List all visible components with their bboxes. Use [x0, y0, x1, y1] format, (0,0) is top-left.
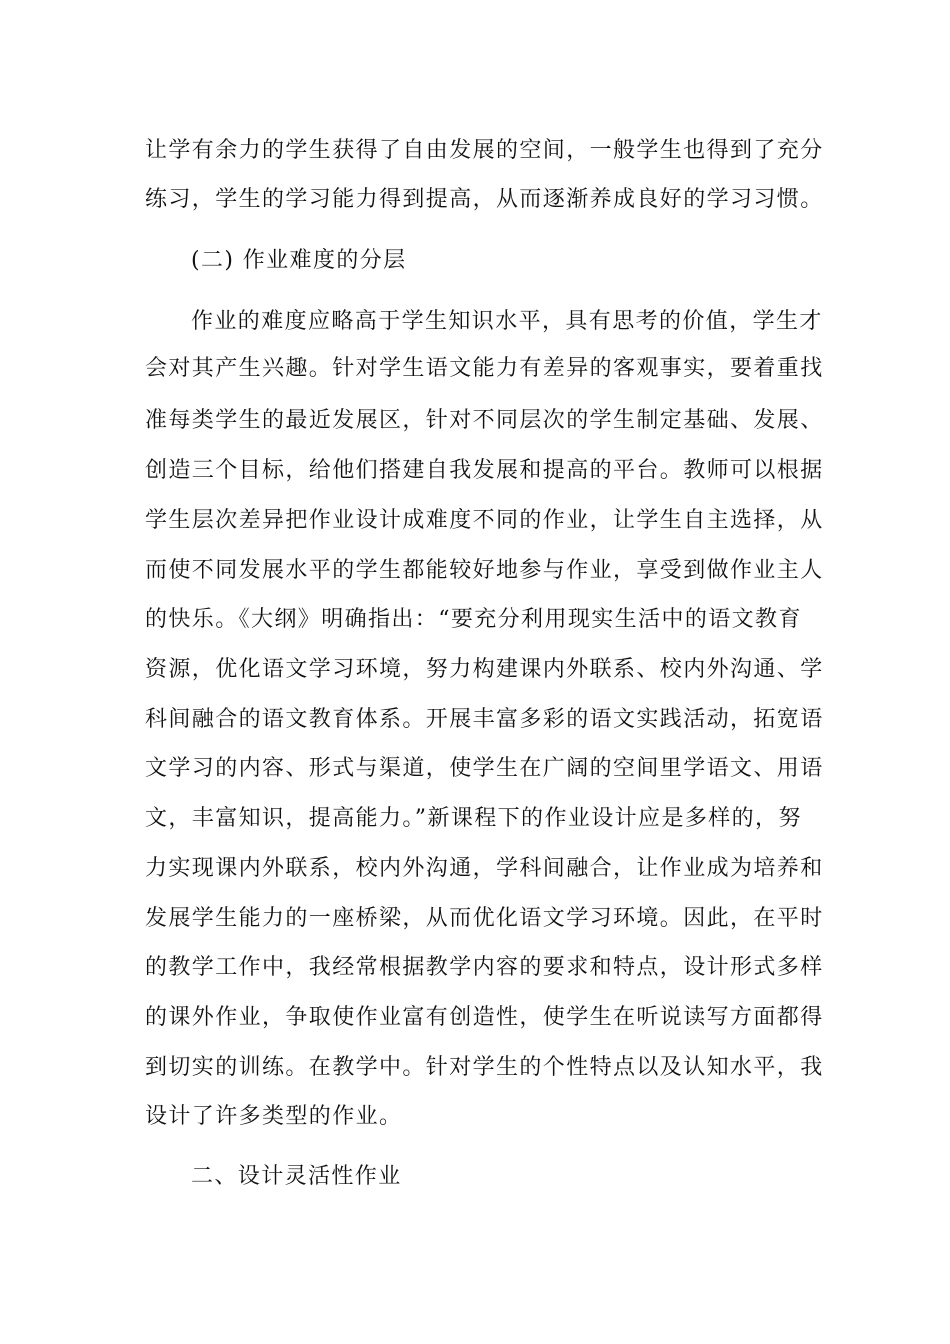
body-text-line: 科间融合的语文教育体系。开展丰富多彩的语文实践活动，拓宽语: [145, 707, 824, 732]
body-text-line: 的课外作业，争取使作业富有创造性，使学生在听说读写方面都得: [145, 1005, 824, 1030]
body-text-line: 创造三个目标，给他们搭建自我发展和提高的平台。教师可以根据: [145, 458, 824, 483]
body-text-line: 的快乐。《大纲》明确指出：“要充分利用现实生活中的语文教育: [145, 607, 802, 632]
body-text-line: 设计了许多类型的作业。: [145, 1104, 403, 1129]
body-text-line: 准每类学生的最近发展区，针对不同层次的学生制定基础、发展、: [145, 408, 824, 433]
body-text-line: 发展学生能力的一座桥梁，从而优化语文学习环境。因此，在平时: [145, 906, 824, 931]
body-text-line: 让学有余力的学生获得了自由发展的空间，一般学生也得到了充分: [145, 138, 824, 163]
body-text-line: 的教学工作中，我经常根据教学内容的要求和特点，设计形式多样: [145, 955, 824, 980]
body-text-line: 而使不同发展水平的学生都能较好地参与作业，享受到做作业主人: [145, 558, 824, 583]
body-text-line: 资源，优化语文学习环境，努力构建课内外联系、校内外沟通、学: [145, 657, 824, 682]
section-heading: 二、设计灵活性作业: [191, 1164, 402, 1189]
body-text-line: 力实现课内外联系，校内外沟通，学科间融合，让作业成为培养和: [145, 856, 824, 881]
body-text-line: 会对其产生兴趣。针对学生语文能力有差异的客观事实，要着重找: [145, 356, 824, 381]
body-text-line: 到切实的训练。在教学中。针对学生的个性特点以及认知水平，我: [145, 1055, 824, 1080]
paragraph-first-line: 作业的难度应略高于学生知识水平，具有思考的价值，学生才: [191, 309, 823, 334]
body-text-line: 学生层次差异把作业设计成难度不同的作业，让学生自主选择，从: [145, 508, 824, 533]
body-text-line: 练习，学生的学习能力得到提高，从而逐渐养成良好的学习习惯。: [145, 187, 824, 212]
section-heading: (二) 作业难度的分层: [191, 248, 407, 273]
body-text-line: 文，丰富知识，提高能力。”新课程下的作业设计应是多样的，努: [145, 806, 802, 831]
body-text-line: 文学习的内容、形式与渠道，使学生在广阔的空间里学语文、用语: [145, 756, 824, 781]
